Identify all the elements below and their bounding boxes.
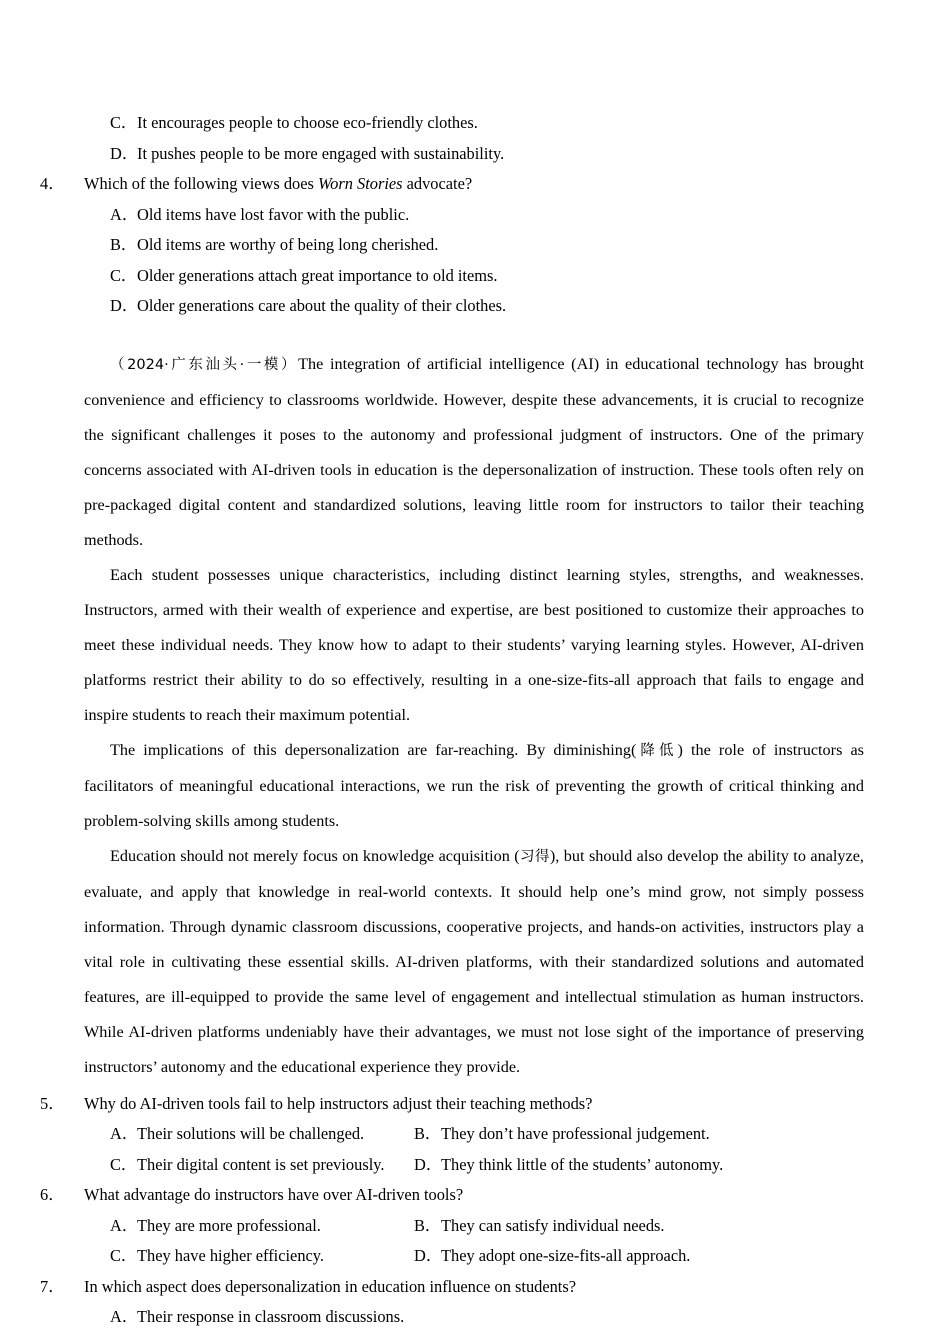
document-content — [40, 108, 865, 1333]
passage-paragraph-3 — [84, 733, 864, 839]
option-item — [110, 1150, 414, 1181]
passage-text: The integration of artificial intelligence (AI) in educational technology has brought convenience and efficiency to classrooms worldwide. However, despite these advancements, it is crucial to recognize the significant challenges it poses to the autonomy and professional judgment of instructors. One of the primary concerns associated with AI-driven tools in education is the depersonalization of instruction. These tools often rely on pre-packaged digital content and standardized solutions, leaving little room for instructors to tailor their teaching methods. — [84, 354, 864, 549]
option-row — [62, 1150, 864, 1181]
option-row — [62, 1211, 864, 1242]
option-text: Their solutions will be challenged. — [137, 1124, 365, 1143]
option-item — [110, 1119, 414, 1150]
passage-text: The implications of this depersonalization are far-reaching. By diminishing( — [110, 740, 637, 759]
chinese-gloss: 习得 — [519, 848, 550, 865]
option-item — [62, 261, 864, 292]
question-text-after: advocate? — [402, 174, 473, 193]
passage-paragraph-1 — [84, 347, 864, 558]
passage-text: ), but should also develop the ability to analyze, evaluate, and apply that knowledge in real-world contexts. It should help one’s mind grow, not simply possess information. Through dynamic classroom discussions, cooperative projects, and hands-on activities, instructors play a vital role in cultivating these essential skills. AI-driven platforms, with their standardized solutions and automated features, are ill-equipped to provide the same level of engagement and intellectual stimulation as human instructors. While AI-driven platforms undeniably have their advantages, we must not lose sight of the importance of preserving instructors’ autonomy and the educational experience they provide. — [84, 846, 865, 1076]
section-spacer — [62, 322, 864, 347]
option-letter: D． — [110, 143, 139, 163]
option-letter: A． — [110, 204, 139, 224]
question-number: 4． — [40, 174, 65, 193]
option-item — [414, 1119, 864, 1150]
option-item — [414, 1211, 864, 1242]
passage-text: Education should not merely focus on knowledge acquisition ( — [110, 846, 520, 865]
option-item — [62, 291, 864, 322]
passage-paragraph-2 — [84, 558, 864, 733]
question-text: Why do AI-driven tools fail to help instructors adjust their teaching methods? — [84, 1093, 593, 1113]
option-text: Old items are worthy of being long cherished. — [137, 235, 439, 254]
option-item — [110, 1211, 414, 1242]
option-letter: D． — [110, 296, 139, 315]
question-number: 7． — [40, 1276, 65, 1296]
option-text: They adopt one-size-fits-all approach. — [441, 1246, 691, 1265]
question-stem-7 — [40, 1272, 864, 1303]
option-item — [62, 1302, 864, 1333]
option-letter: C． — [110, 1154, 138, 1174]
book-title-italic: Worn Stories — [317, 174, 403, 193]
question-text-before: Which of the following views does — [84, 174, 318, 193]
option-item — [62, 200, 864, 231]
option-text: Older generations attach great importance to old items. — [137, 265, 498, 285]
chinese-gloss: 降低 — [636, 742, 678, 759]
question-text: In which aspect does depersonalization in education influence on students? — [84, 1276, 577, 1296]
passage-text: Each student possesses unique characteristics, including distinct learning styles, strengths, and weaknesses. Instructors, armed with their wealth of experience and expertise, are best positioned to customize their approaches to meet these individual needs. They know how to adapt to their students’ varying learning styles. However, AI-driven platforms restrict their ability to do so effectively, resulting in a one-size-fits-all approach that fails to engage and inspire students to reach their maximum potential. — [84, 565, 864, 724]
option-letter: A． — [110, 1215, 139, 1235]
option-letter: C． — [110, 113, 138, 132]
option-text: Older generations care about the quality of their clothes. — [137, 296, 507, 315]
option-text: Their response in classroom discussions. — [137, 1307, 405, 1326]
option-text: They have higher efficiency. — [137, 1246, 325, 1265]
option-row — [62, 1241, 864, 1272]
question-text: What advantage do instructors have over AI-driven tools? — [84, 1185, 464, 1204]
option-text: Old items have lost favor with the public. — [137, 204, 410, 224]
option-text: They think little of the students’ autonomy. — [441, 1154, 724, 1174]
question-stem-5 — [40, 1089, 864, 1120]
option-text: Their digital content is set previously. — [137, 1154, 385, 1174]
option-text: They are more professional. — [137, 1215, 321, 1235]
option-letter: B． — [414, 1124, 442, 1143]
option-letter: C． — [110, 265, 138, 285]
question-stem-6 — [40, 1180, 864, 1211]
question-number: 5． — [40, 1093, 65, 1113]
option-text: It encourages people to choose eco-friendly clothes. — [137, 113, 478, 132]
option-item — [62, 230, 864, 261]
option-letter: B． — [110, 235, 138, 254]
option-text: It pushes people to be more engaged with sustainability. — [137, 143, 505, 163]
question-stem-4 — [40, 169, 864, 200]
option-letter: A． — [110, 1307, 139, 1326]
option-item — [62, 139, 864, 170]
option-item — [414, 1241, 864, 1272]
option-text: They don’t have professional judgement. — [441, 1124, 710, 1143]
option-letter: A． — [110, 1124, 139, 1143]
option-row — [62, 1119, 864, 1150]
option-item — [110, 1241, 414, 1272]
exam-source-tag: （2024·广东汕头·一模） — [110, 356, 299, 373]
option-letter: C． — [110, 1246, 138, 1265]
passage-text: ) the role of instructors as facilitators of meaningful educational interactions, we run the risk of preventing the growth of critical thinking and problem-solving skills among students. — [84, 740, 864, 830]
passage-paragraph-4 — [84, 839, 864, 1085]
option-letter: D． — [414, 1246, 443, 1265]
option-letter: D． — [414, 1154, 443, 1174]
option-letter: B． — [414, 1215, 442, 1235]
option-item — [62, 108, 864, 139]
question-number: 6． — [40, 1185, 65, 1204]
option-item — [414, 1150, 864, 1181]
option-text: They can satisfy individual needs. — [441, 1215, 665, 1235]
